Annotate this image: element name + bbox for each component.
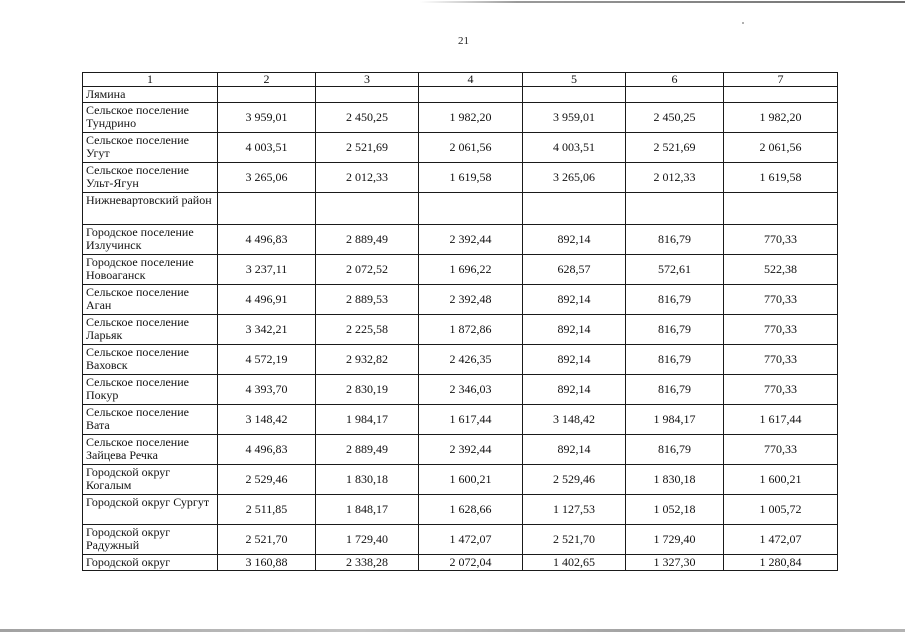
value-cell: 1 005,72 bbox=[724, 495, 838, 525]
territory-name-cell: Сельское поселение Покур bbox=[83, 375, 218, 405]
value-cell: 1 628,66 bbox=[419, 495, 523, 525]
territory-name-cell: Городское поселение Новоаганск bbox=[83, 255, 218, 285]
value-cell: 2 061,56 bbox=[724, 133, 838, 163]
value-cell: 1 600,21 bbox=[419, 465, 523, 495]
value-cell: 2 529,46 bbox=[523, 465, 626, 495]
value-cell: 1 982,20 bbox=[724, 103, 838, 133]
value-cell: 2 889,53 bbox=[316, 285, 419, 315]
value-cell: 2 521,69 bbox=[316, 133, 419, 163]
value-cell: 2 072,52 bbox=[316, 255, 419, 285]
value-cell: 770,33 bbox=[724, 315, 838, 345]
value-cell: 1 984,17 bbox=[316, 405, 419, 435]
table-row bbox=[83, 285, 838, 315]
value-cell: 892,14 bbox=[523, 285, 626, 315]
value-cell: 892,14 bbox=[523, 315, 626, 345]
value-cell: 4 003,51 bbox=[523, 133, 626, 163]
value-cell: 1 617,44 bbox=[419, 405, 523, 435]
value-cell: 816,79 bbox=[626, 315, 724, 345]
value-cell bbox=[218, 87, 316, 103]
table-row bbox=[83, 87, 838, 103]
value-cell: 2 450,25 bbox=[316, 103, 419, 133]
value-cell: 816,79 bbox=[626, 375, 724, 405]
scan-speck bbox=[742, 22, 744, 24]
value-cell: 2 346,03 bbox=[419, 375, 523, 405]
table-row bbox=[83, 465, 838, 495]
value-cell bbox=[724, 87, 838, 103]
value-cell: 2 932,82 bbox=[316, 345, 419, 375]
value-cell: 1 984,17 bbox=[626, 405, 724, 435]
table-row bbox=[83, 375, 838, 405]
column-header: 6 bbox=[626, 73, 724, 87]
column-header: 4 bbox=[419, 73, 523, 87]
territory-name-cell: Сельское поселение Угут bbox=[83, 133, 218, 163]
value-cell: 816,79 bbox=[626, 225, 724, 255]
value-cell: 2 511,85 bbox=[218, 495, 316, 525]
scan-edge-top bbox=[420, 1, 905, 3]
territory-name-cell: Нижневартовский район bbox=[83, 193, 218, 225]
value-cell: 1 830,18 bbox=[626, 465, 724, 495]
value-cell: 1 127,53 bbox=[523, 495, 626, 525]
value-cell: 1 619,58 bbox=[724, 163, 838, 193]
value-cell: 4 496,83 bbox=[218, 435, 316, 465]
value-cell bbox=[626, 87, 724, 103]
value-cell: 4 496,83 bbox=[218, 225, 316, 255]
value-cell: 1 600,21 bbox=[724, 465, 838, 495]
value-cell: 1 472,07 bbox=[419, 525, 523, 555]
value-cell: 2 521,70 bbox=[523, 525, 626, 555]
value-cell: 1 982,20 bbox=[419, 103, 523, 133]
table-row bbox=[83, 315, 838, 345]
value-cell: 1 280,84 bbox=[724, 555, 838, 571]
value-cell: 2 061,56 bbox=[419, 133, 523, 163]
table-row bbox=[83, 103, 838, 133]
value-cell: 1 327,30 bbox=[626, 555, 724, 571]
value-cell bbox=[626, 193, 724, 225]
value-cell bbox=[419, 193, 523, 225]
value-cell: 1 696,22 bbox=[419, 255, 523, 285]
value-cell: 2 529,46 bbox=[218, 465, 316, 495]
value-cell: 770,33 bbox=[724, 435, 838, 465]
value-cell: 2 889,49 bbox=[316, 225, 419, 255]
value-cell: 3 160,88 bbox=[218, 555, 316, 571]
value-cell: 2 338,28 bbox=[316, 555, 419, 571]
territory-name-cell: Городской округ Когалым bbox=[83, 465, 218, 495]
value-cell: 1 848,17 bbox=[316, 495, 419, 525]
table-row bbox=[83, 435, 838, 465]
value-cell: 1 052,18 bbox=[626, 495, 724, 525]
value-cell: 628,57 bbox=[523, 255, 626, 285]
column-header: 1 bbox=[83, 73, 218, 87]
value-cell bbox=[316, 87, 419, 103]
value-cell: 4 572,19 bbox=[218, 345, 316, 375]
value-cell: 816,79 bbox=[626, 345, 724, 375]
value-cell: 2 830,19 bbox=[316, 375, 419, 405]
value-cell bbox=[523, 87, 626, 103]
scan-edge-bottom bbox=[0, 629, 905, 632]
value-cell bbox=[419, 87, 523, 103]
table-row bbox=[83, 405, 838, 435]
value-cell: 770,33 bbox=[724, 225, 838, 255]
value-cell: 2 521,70 bbox=[218, 525, 316, 555]
column-header: 2 bbox=[218, 73, 316, 87]
value-cell: 3 265,06 bbox=[523, 163, 626, 193]
value-cell: 1 472,07 bbox=[724, 525, 838, 555]
value-cell: 770,33 bbox=[724, 345, 838, 375]
value-cell: 4 393,70 bbox=[218, 375, 316, 405]
table-row bbox=[83, 525, 838, 555]
column-header: 7 bbox=[724, 73, 838, 87]
value-cell: 3 342,21 bbox=[218, 315, 316, 345]
value-cell: 770,33 bbox=[724, 375, 838, 405]
value-cell: 1 872,86 bbox=[419, 315, 523, 345]
value-cell: 3 959,01 bbox=[523, 103, 626, 133]
table-row bbox=[83, 495, 838, 525]
value-cell: 2 392,44 bbox=[419, 225, 523, 255]
value-cell: 1 830,18 bbox=[316, 465, 419, 495]
value-cell: 522,38 bbox=[724, 255, 838, 285]
value-cell: 4 496,91 bbox=[218, 285, 316, 315]
table-row bbox=[83, 555, 838, 571]
table-row bbox=[83, 133, 838, 163]
territory-name-cell: Городской округ bbox=[83, 555, 218, 571]
value-cell: 2 012,33 bbox=[626, 163, 724, 193]
value-cell: 816,79 bbox=[626, 435, 724, 465]
value-cell: 770,33 bbox=[724, 285, 838, 315]
value-cell: 892,14 bbox=[523, 435, 626, 465]
value-cell: 2 225,58 bbox=[316, 315, 419, 345]
territory-name-cell: Сельское поселение Ваховск bbox=[83, 345, 218, 375]
value-cell: 3 148,42 bbox=[523, 405, 626, 435]
value-cell bbox=[523, 193, 626, 225]
value-cell: 1 617,44 bbox=[724, 405, 838, 435]
value-cell: 2 889,49 bbox=[316, 435, 419, 465]
territory-name-cell: Сельское поселение Тундрино bbox=[83, 103, 218, 133]
value-cell: 2 012,33 bbox=[316, 163, 419, 193]
territory-name-cell: Сельское поселение Ларьяк bbox=[83, 315, 218, 345]
territory-name-cell: Городской округ Радужный bbox=[83, 525, 218, 555]
table-body bbox=[83, 73, 838, 571]
territory-name-cell: Сельское поселение Вата bbox=[83, 405, 218, 435]
value-cell: 2 426,35 bbox=[419, 345, 523, 375]
territory-name-cell: Городской округ Сургут bbox=[83, 495, 218, 525]
value-cell: 3 959,01 bbox=[218, 103, 316, 133]
value-cell: 3 265,06 bbox=[218, 163, 316, 193]
table-row bbox=[83, 225, 838, 255]
table-header-row bbox=[83, 73, 838, 87]
value-cell bbox=[316, 193, 419, 225]
table-row bbox=[83, 345, 838, 375]
value-cell: 1 729,40 bbox=[316, 525, 419, 555]
tariff-table bbox=[82, 72, 838, 571]
value-cell: 1 729,40 bbox=[626, 525, 724, 555]
value-cell bbox=[724, 193, 838, 225]
value-cell: 1 619,58 bbox=[419, 163, 523, 193]
page-number: 21 bbox=[458, 35, 469, 47]
territory-name-cell: Сельское поселение Аган bbox=[83, 285, 218, 315]
table-row bbox=[83, 193, 838, 225]
value-cell: 2 521,69 bbox=[626, 133, 724, 163]
column-header: 5 bbox=[523, 73, 626, 87]
value-cell: 816,79 bbox=[626, 285, 724, 315]
value-cell: 4 003,51 bbox=[218, 133, 316, 163]
value-cell: 572,61 bbox=[626, 255, 724, 285]
territory-name-cell: Сельское поселение Ульт-Ягун bbox=[83, 163, 218, 193]
value-cell bbox=[218, 193, 316, 225]
value-cell: 3 237,11 bbox=[218, 255, 316, 285]
value-cell: 2 450,25 bbox=[626, 103, 724, 133]
territory-name-cell: Лямина bbox=[83, 87, 218, 103]
territory-name-cell: Сельское поселение Зайцева Речка bbox=[83, 435, 218, 465]
value-cell: 2 072,04 bbox=[419, 555, 523, 571]
table-row bbox=[83, 163, 838, 193]
territory-name-cell: Городское поселение Излучинск bbox=[83, 225, 218, 255]
value-cell: 2 392,44 bbox=[419, 435, 523, 465]
value-cell: 892,14 bbox=[523, 375, 626, 405]
column-header: 3 bbox=[316, 73, 419, 87]
value-cell: 892,14 bbox=[523, 225, 626, 255]
value-cell: 2 392,48 bbox=[419, 285, 523, 315]
value-cell: 1 402,65 bbox=[523, 555, 626, 571]
value-cell: 892,14 bbox=[523, 345, 626, 375]
value-cell: 3 148,42 bbox=[218, 405, 316, 435]
table-row bbox=[83, 255, 838, 285]
